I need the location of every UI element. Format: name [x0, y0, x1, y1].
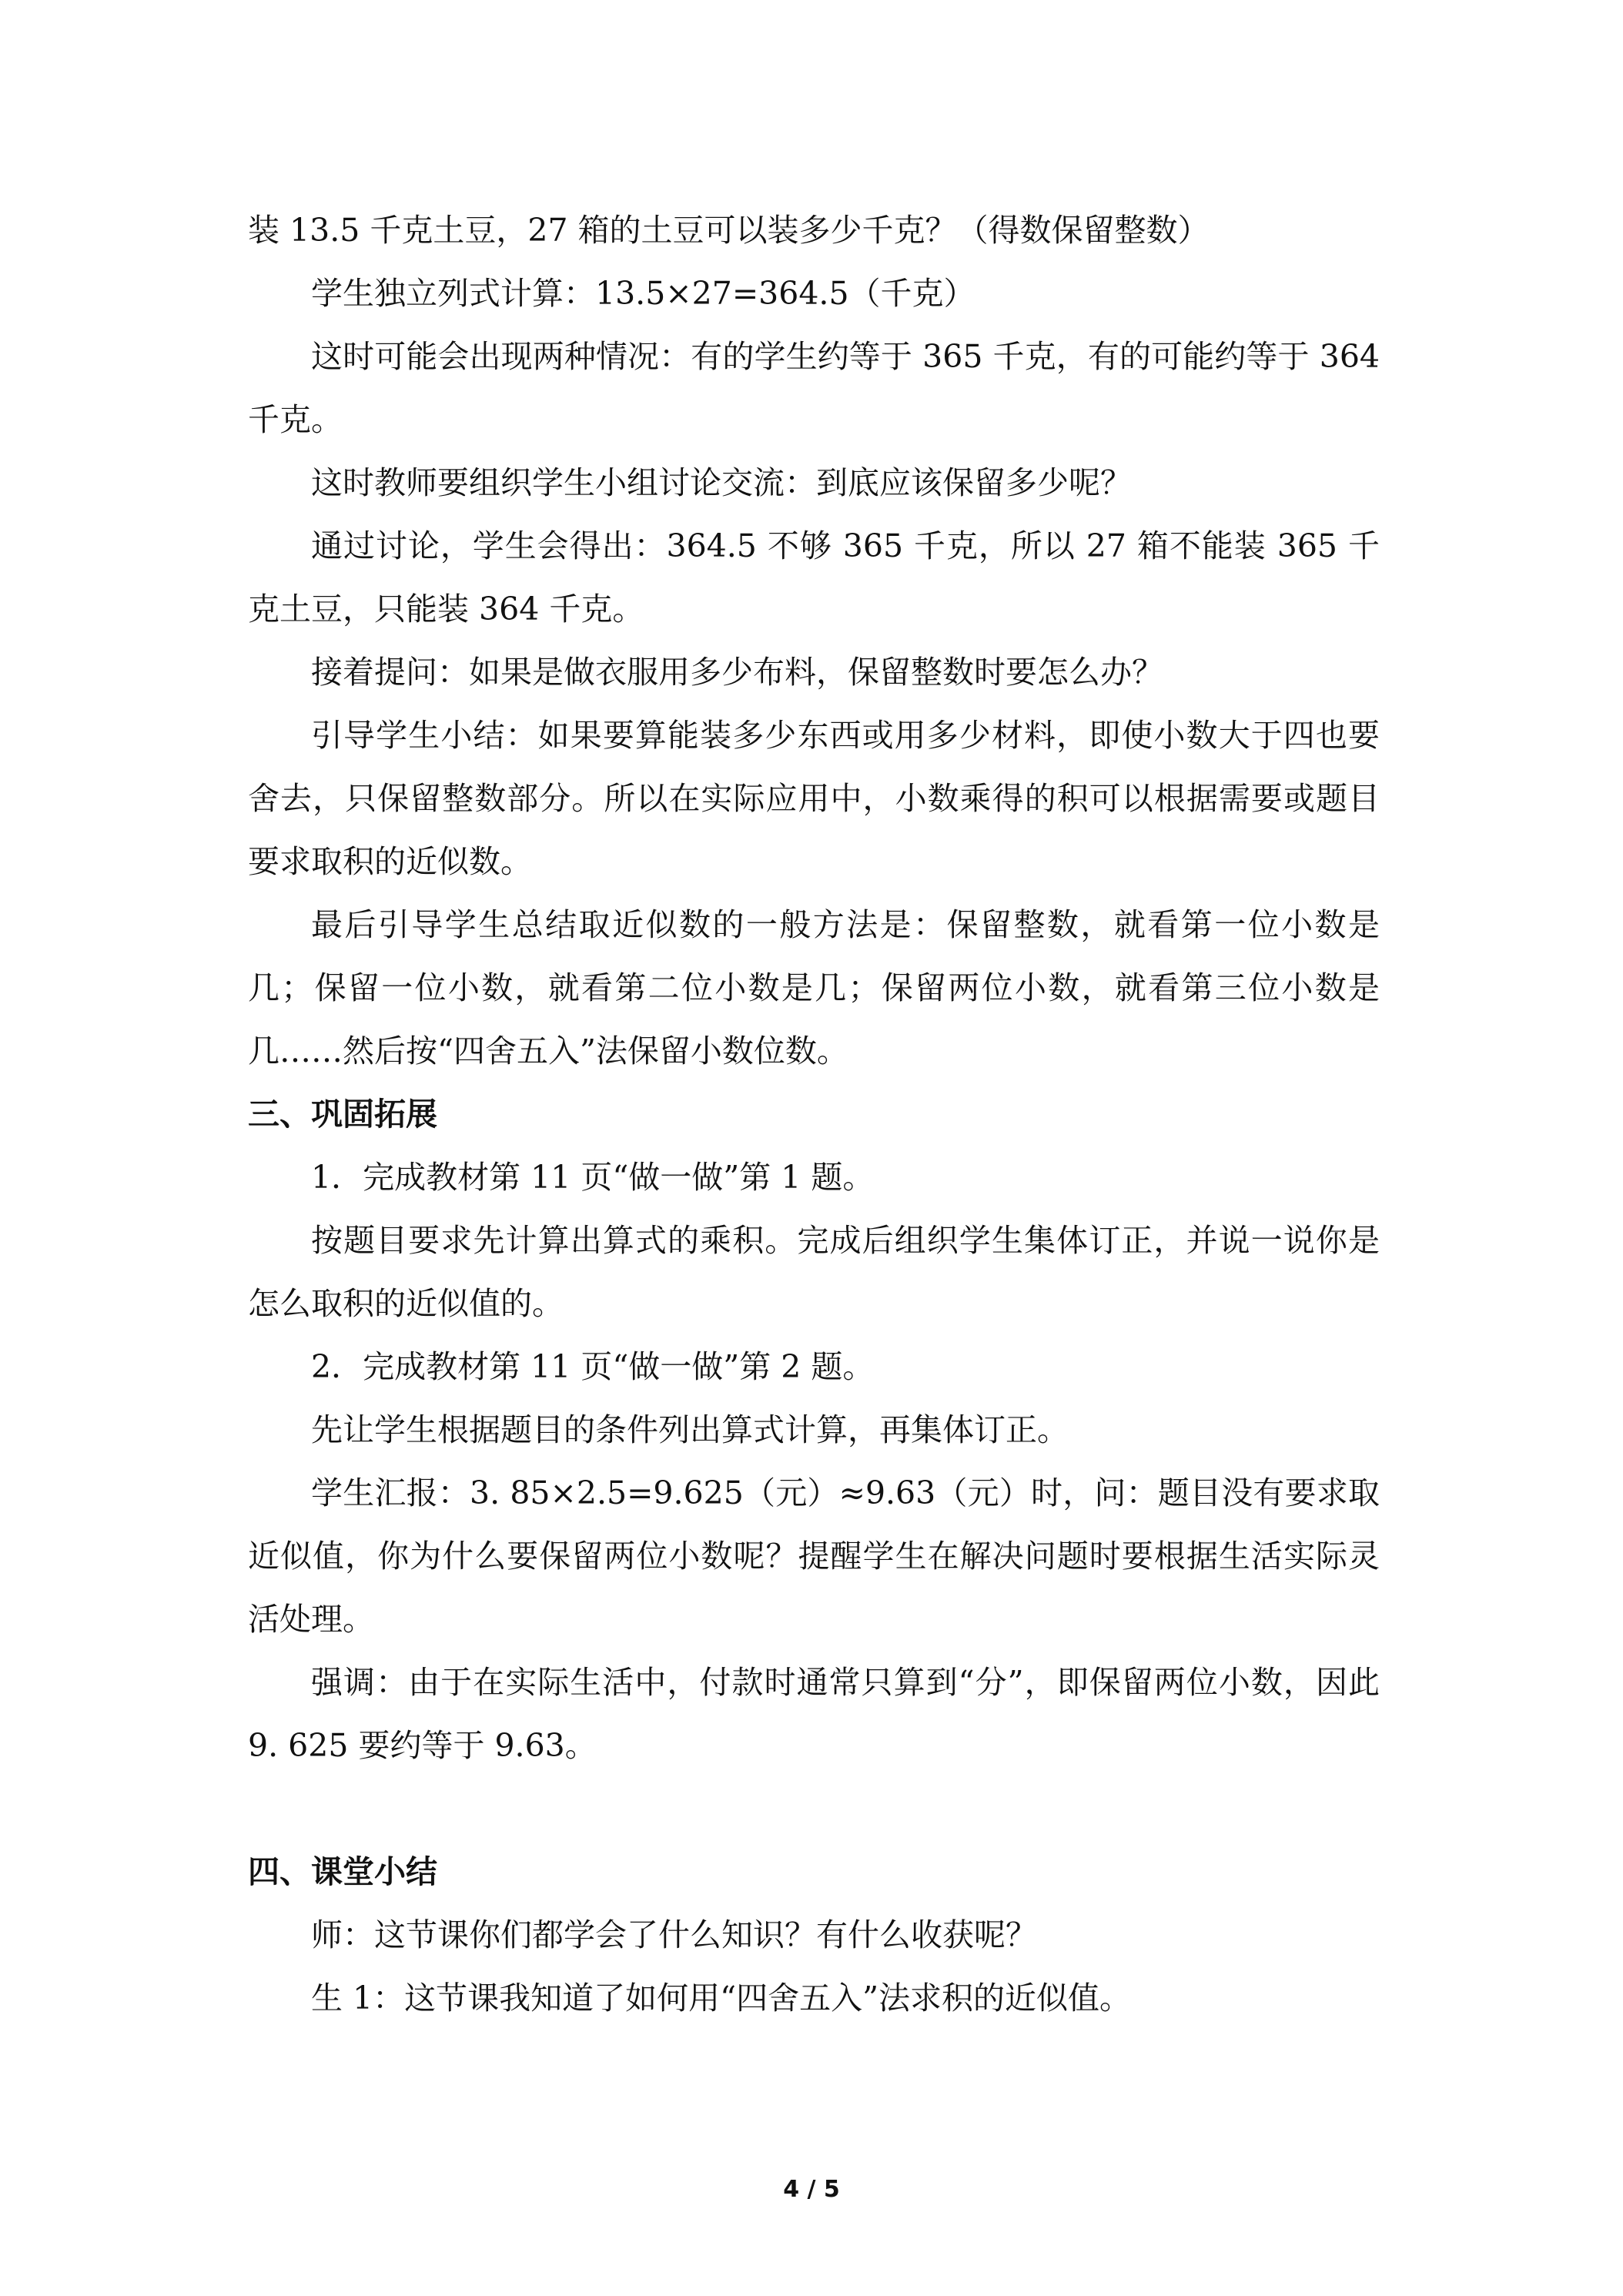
document-body	[248, 199, 1380, 2030]
paragraph-exercise-2-instructions: 先让学生根据题目的条件列出算式计算，再集体订正。	[311, 1411, 1069, 1448]
paragraph-two-situations: 这时可能会出现两种情况：有的学生约等于 365 千克，有的可能约等于 364 千克。	[248, 338, 1380, 438]
spacer	[248, 1777, 1380, 1840]
paragraph-student-calculation: 学生独立列式计算：13.5×27=364.5（千克）	[311, 275, 975, 312]
paragraph-exercise-2: 2．完成教材第 11 页“做一做”第 2 题。	[311, 1348, 875, 1385]
paragraph-follow-up-question: 接着提问：如果是做衣服用多少布料，保留整数时要怎么办？	[311, 654, 1163, 691]
section-heading-summary: 四、课堂小结	[248, 1853, 437, 1890]
section-heading-consolidation: 三、巩固拓展	[248, 1096, 437, 1133]
paragraph-student-answer: 生 1：这节课我知道了如何用“四舍五入”法求积的近似值。	[311, 1980, 1132, 2017]
paragraph-emphasis: 强调：由于在实际生活中，付款时通常只算到“分”，即保留两位小数，因此 9. 625 要约等于 9.63。	[248, 1664, 1380, 1764]
paragraph-exercise-1-instructions: 按题目要求先计算出算式的乘积。完成后组织学生集体订正，并说一说你是怎么取积的近似值的。	[248, 1222, 1380, 1322]
paragraph-discussion-result: 通过讨论，学生会得出：364.5 不够 365 千克，所以 27 箱不能装 365 千克土豆，只能装 364 千克。	[248, 527, 1380, 628]
page-number: 4 / 5	[783, 2176, 840, 2203]
paragraph-general-method: 最后引导学生总结取近似数的一般方法是：保留整数，就看第一位小数是几；保留一位小数，就看第二位小数是几；保留两位小数，就看第三位小数是几……然后按“四舍五入”法保留小数位数。	[248, 906, 1380, 1069]
paragraph-student-report: 学生汇报：3. 85×2.5=9.625（元）≈9.63（元）时，问：题目没有要求取近似值，你为什么要保留两位小数呢？提醒学生在解决问题时要根据生活实际灵活处理。	[248, 1474, 1380, 1638]
paragraph-teacher-question: 师：这节课你们都学会了什么知识？有什么收获呢？	[311, 1916, 1037, 1953]
paragraph-group-discussion: 这时教师要组织学生小组讨论交流：到底应该保留多少呢？	[311, 464, 1132, 501]
paragraph-continuation: 装 13.5 千克土豆，27 箱的土豆可以装多少千克？（得数保留整数）	[248, 212, 1210, 249]
paragraph-summary-guidance: 引导学生小结：如果要算能装多少东西或用多少材料，即使小数大于四也要舍去，只保留整数部分。所以在实际应用中，小数乘得的积可以根据需要或题目要求取积的近似数。	[248, 717, 1380, 880]
paragraph-exercise-1: 1．完成教材第 11 页“做一做”第 1 题。	[311, 1159, 875, 1196]
